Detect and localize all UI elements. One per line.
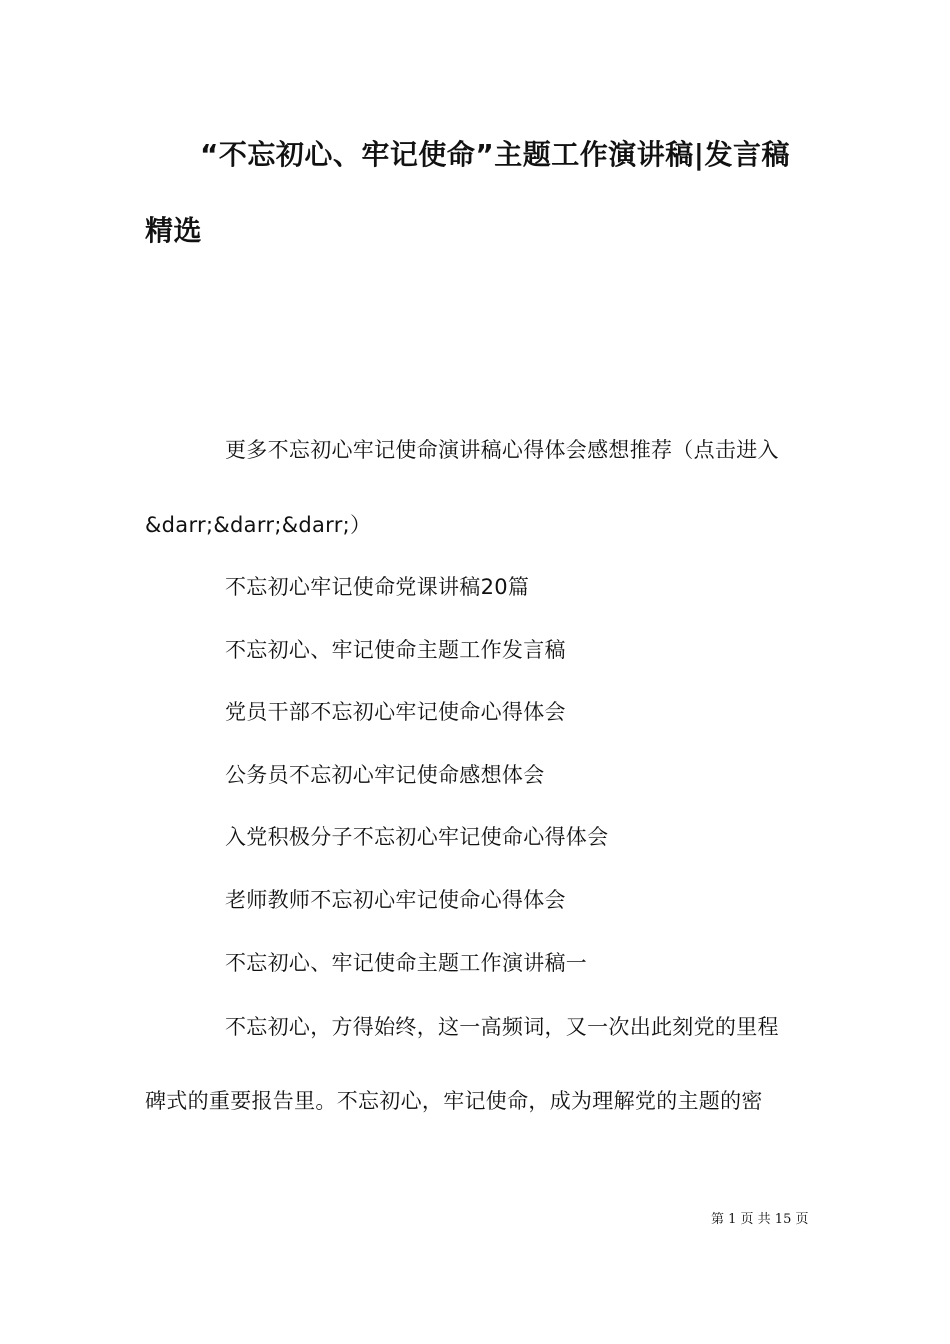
document-title-line-1: “不忘初心、牢记使命”主题工作演讲稿|发言稿 <box>200 138 791 171</box>
link-item[interactable]: 不忘初心、牢记使命主题工作发言稿 <box>225 638 566 662</box>
intro-paragraph-line-2: &darr;&darr;&darr;） <box>145 513 372 537</box>
body-paragraph-line-1: 不忘初心，方得始终，这一高频词，又一次出此刻党的里程 <box>225 1015 779 1039</box>
link-item[interactable]: 入党积极分子不忘初心牢记使命心得体会 <box>225 825 609 849</box>
link-item[interactable]: 老师教师不忘初心牢记使命心得体会 <box>225 888 566 912</box>
section-heading: 不忘初心、牢记使命主题工作演讲稿一 <box>225 951 588 975</box>
link-item[interactable]: 党员干部不忘初心牢记使命心得体会 <box>225 700 566 724</box>
document-title-line-2: 精选 <box>145 214 203 247</box>
intro-paragraph-line-1: 更多不忘初心牢记使命演讲稿心得体会感想推荐（点击进入 <box>225 438 779 462</box>
page-number: 第 1 页 共 15 页 <box>711 1212 809 1227</box>
link-item[interactable]: 不忘初心牢记使命党课讲稿20篇 <box>225 575 530 599</box>
body-paragraph-line-2: 碑式的重要报告里。不忘初心，牢记使命，成为理解党的主题的密 <box>145 1089 763 1113</box>
link-item[interactable]: 公务员不忘初心牢记使命感想体会 <box>225 763 545 787</box>
